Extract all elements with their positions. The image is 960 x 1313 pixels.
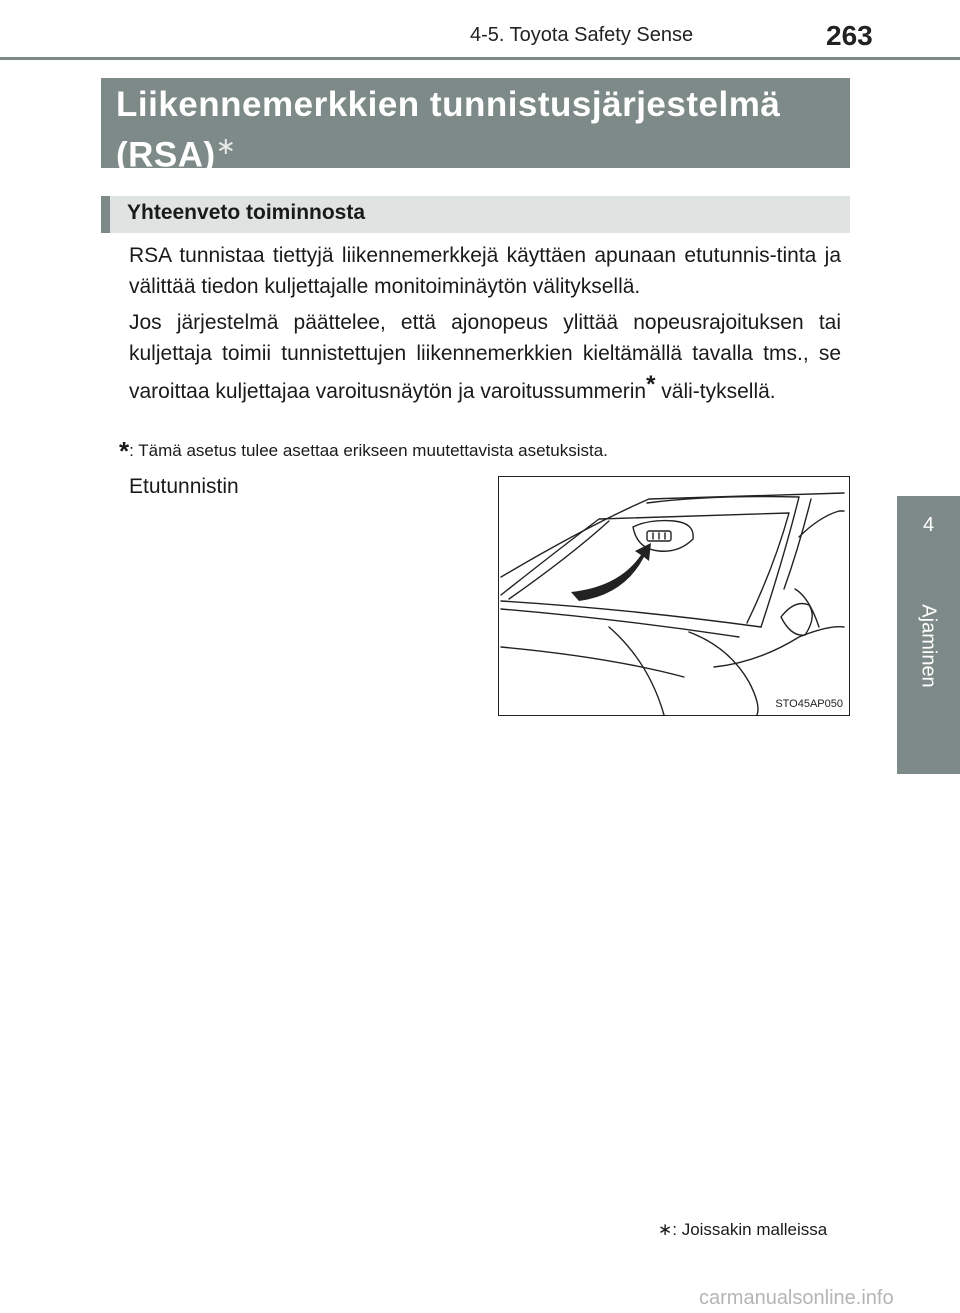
windshield-sensor-illustration [498,476,850,716]
paragraph-2-end: väli-tyksellä. [655,380,776,403]
section-heading-box [101,196,850,233]
figure-code: STO45AP050 [775,698,843,710]
title-marker: ∗ [215,133,237,160]
footnote-star: * [119,436,130,466]
pointer-arrow [571,543,651,601]
page-title [116,84,780,177]
chapter-number: 4 [922,514,935,536]
section-heading-bar [101,196,110,233]
header-rule [0,57,960,60]
header-section-title: 4-5. Toyota Safety Sense [470,24,694,46]
paragraph-2-text: Jos järjestelmä päättelee, että ajonopeus ylittää nopeusrajoituksen tai kuljettaja toimii tunnistettujen liikennemerkkien kieltämällä tavalla tms., se varoittaa kuljettajaa varoitusnäytön ja varoitussummerin [129,311,841,403]
figure-caption: Etutunnistin [129,475,239,498]
title-line-2: (RSA) [116,135,216,175]
chapter-label: Ajaminen [917,604,940,688]
main-title-box [101,78,850,175]
footnote-text: : Tämä asetus tulee asettaa erikseen muutettavista asetuksista. [129,441,608,460]
car-interior-drawing [499,477,851,717]
paragraph-1: RSA tunnistaa tiettyjä liikennemerkkejä käyttäen apunaan etutunnis-tinta ja välittää tiedon kuljettajalle monitoiminäytön välityksellä. [129,244,841,298]
footnote [119,436,608,467]
section-heading: Yhteenveto toiminnosta [127,201,366,224]
watermark: carmanualsonline.info [699,1287,894,1309]
bottom-note: ∗: Joissakin malleissa [658,1220,828,1239]
chapter-side-tab [897,496,960,774]
page-number: 263 [826,20,873,51]
title-line-1: Liikennemerkkien tunnistusjärjestelmä [116,85,781,124]
paragraph-2 [129,307,841,407]
footnote-marker: * [646,371,656,398]
